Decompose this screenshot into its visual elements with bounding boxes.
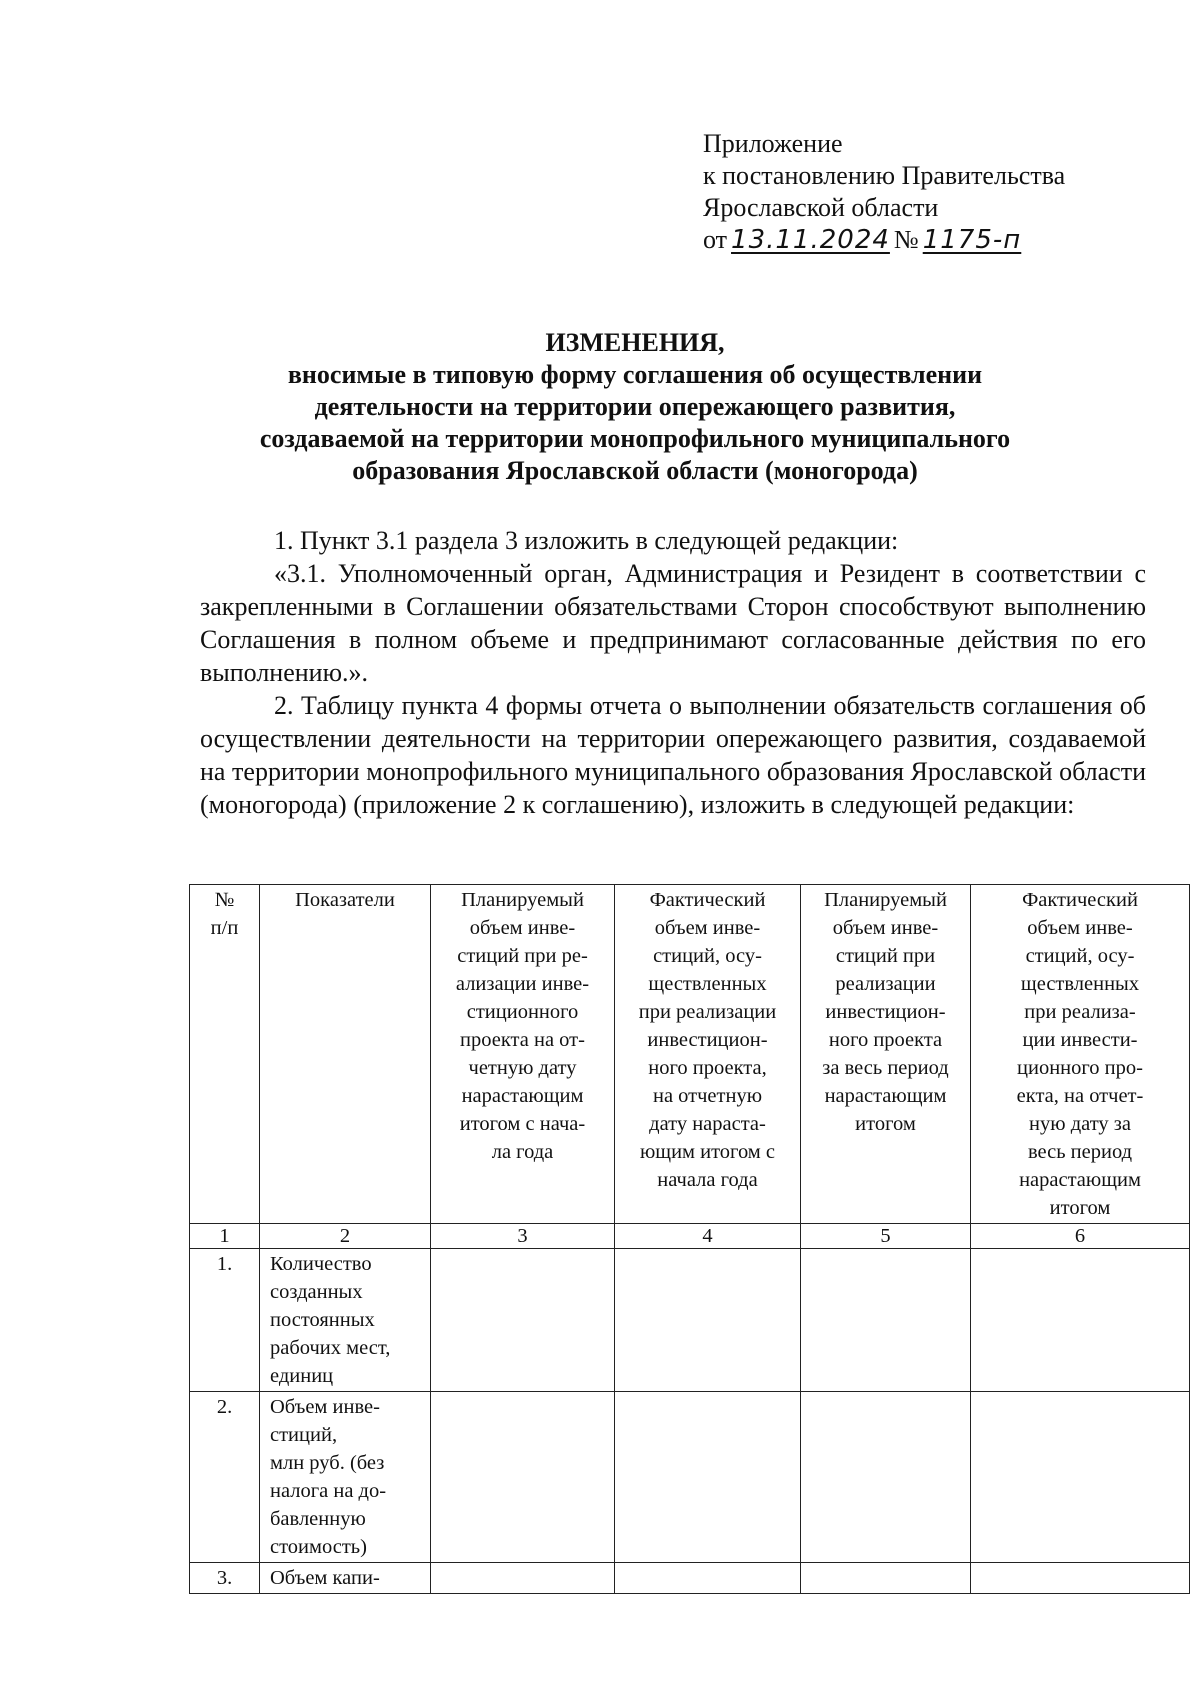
header-cell-planned-period: Планируемый объем инве- стиций при ре- ализации инве- стиционного проекта на от- четную дату нарастающим итогом с нача- ла года [431, 885, 615, 1224]
handwritten-date: 13.11.2024 [731, 225, 890, 255]
table-row [190, 1392, 1190, 1563]
table-row [190, 1249, 1190, 1392]
value-cell [801, 1563, 971, 1594]
appendix-line-3: Ярославской области [703, 193, 939, 222]
column-number-cell: 5 [801, 1224, 971, 1249]
value-cell [431, 1249, 615, 1392]
appendix-line-2: к постановлению Правительства [703, 161, 1066, 190]
value-cell [615, 1249, 801, 1392]
paragraph-2: «3.1. Уполномоченный орган, Администрация и Резидент в соответствии с закрепленными в Соглашении обязательствами Сторон способствуют выполнению Соглашения в полном объеме и предпринимают согласованные действия по его выполнению.». [200, 559, 1146, 687]
document-body [200, 524, 1146, 821]
title-sub-line-2: деятельности на территории опережающего развития, [314, 392, 956, 421]
appendix-line-1: Приложение [703, 129, 843, 158]
row-number-cell: 2. [190, 1392, 260, 1563]
document-title [200, 327, 1070, 487]
value-cell [801, 1249, 971, 1392]
paragraph-3: 2. Таблицу пункта 4 формы отчета о выполнении обязательств соглашения об осуществлении деятельности на территории опережающего развития, создаваемой на территории монопрофильного муниципального образования Ярославской области (моногорода) (приложение 2 к соглашению), изложить в следующей редакции: [200, 691, 1146, 819]
value-cell [801, 1392, 971, 1563]
header-cell-actual-period: Фактический объем инве- стиций, осу- ществленных при реализации инвестицион- ного проекта, на отчетную дату нараста- ющим итогом с начала года [615, 885, 801, 1224]
investment-table [189, 884, 1190, 1594]
value-cell [431, 1392, 615, 1563]
row-indicator-cell: Объем инве- стиций, млн руб. (без налога на до- бавленную стоимость) [260, 1392, 431, 1563]
row-indicator-cell: Количество созданных постоянных рабочих мест, единиц [260, 1249, 431, 1392]
title-sub-line-3: создаваемой на территории монопрофильного муниципального [259, 424, 1011, 453]
value-cell [971, 1392, 1190, 1563]
header-cell-actual-total: Фактический объем инве- стиций, осу- ществленных при реализа- ции инвести- ционного про- екта, на отчет- ную дату за весь период нарастающим итогом [971, 885, 1190, 1224]
column-number-cell: 2 [260, 1224, 431, 1249]
paragraph-1: 1. Пункт 3.1 раздела 3 изложить в следующей редакции: [274, 526, 899, 555]
handwritten-number: 1175-п [922, 225, 1022, 255]
column-number-cell: 1 [190, 1224, 260, 1249]
header-cell-planned-total: Планируемый объем инве- стиций при реализации инвестицион- ного проекта за весь период нарастающим итогом [801, 885, 971, 1224]
column-number-row [190, 1224, 1190, 1249]
date-prefix: от [703, 225, 728, 254]
value-cell [431, 1563, 615, 1594]
value-cell [615, 1563, 801, 1594]
value-cell [971, 1563, 1190, 1594]
value-cell [615, 1392, 801, 1563]
table-header-row [190, 885, 1190, 1224]
row-number-cell: 3. [190, 1563, 260, 1594]
column-number-cell: 3 [431, 1224, 615, 1249]
header-cell-num: № п/п [190, 885, 260, 1224]
column-number-cell: 4 [615, 1224, 801, 1249]
header-cell-indicator: Показатели [260, 885, 431, 1224]
title-sub-line-1: вносимые в типовую форму соглашения об осуществлении [287, 360, 983, 389]
title-sub-line-4: образования Ярославской области (моногорода) [352, 456, 918, 485]
row-number-cell: 1. [190, 1249, 260, 1392]
column-number-cell: 6 [971, 1224, 1190, 1249]
appendix-block [703, 128, 1065, 256]
number-prefix: № [893, 225, 919, 254]
appendix-date-line [703, 224, 1065, 256]
table-row [190, 1563, 1190, 1594]
value-cell [971, 1249, 1190, 1392]
row-indicator-cell: Объем капи- [260, 1563, 431, 1594]
title-main: ИЗМЕНЕНИЯ, [545, 328, 725, 357]
